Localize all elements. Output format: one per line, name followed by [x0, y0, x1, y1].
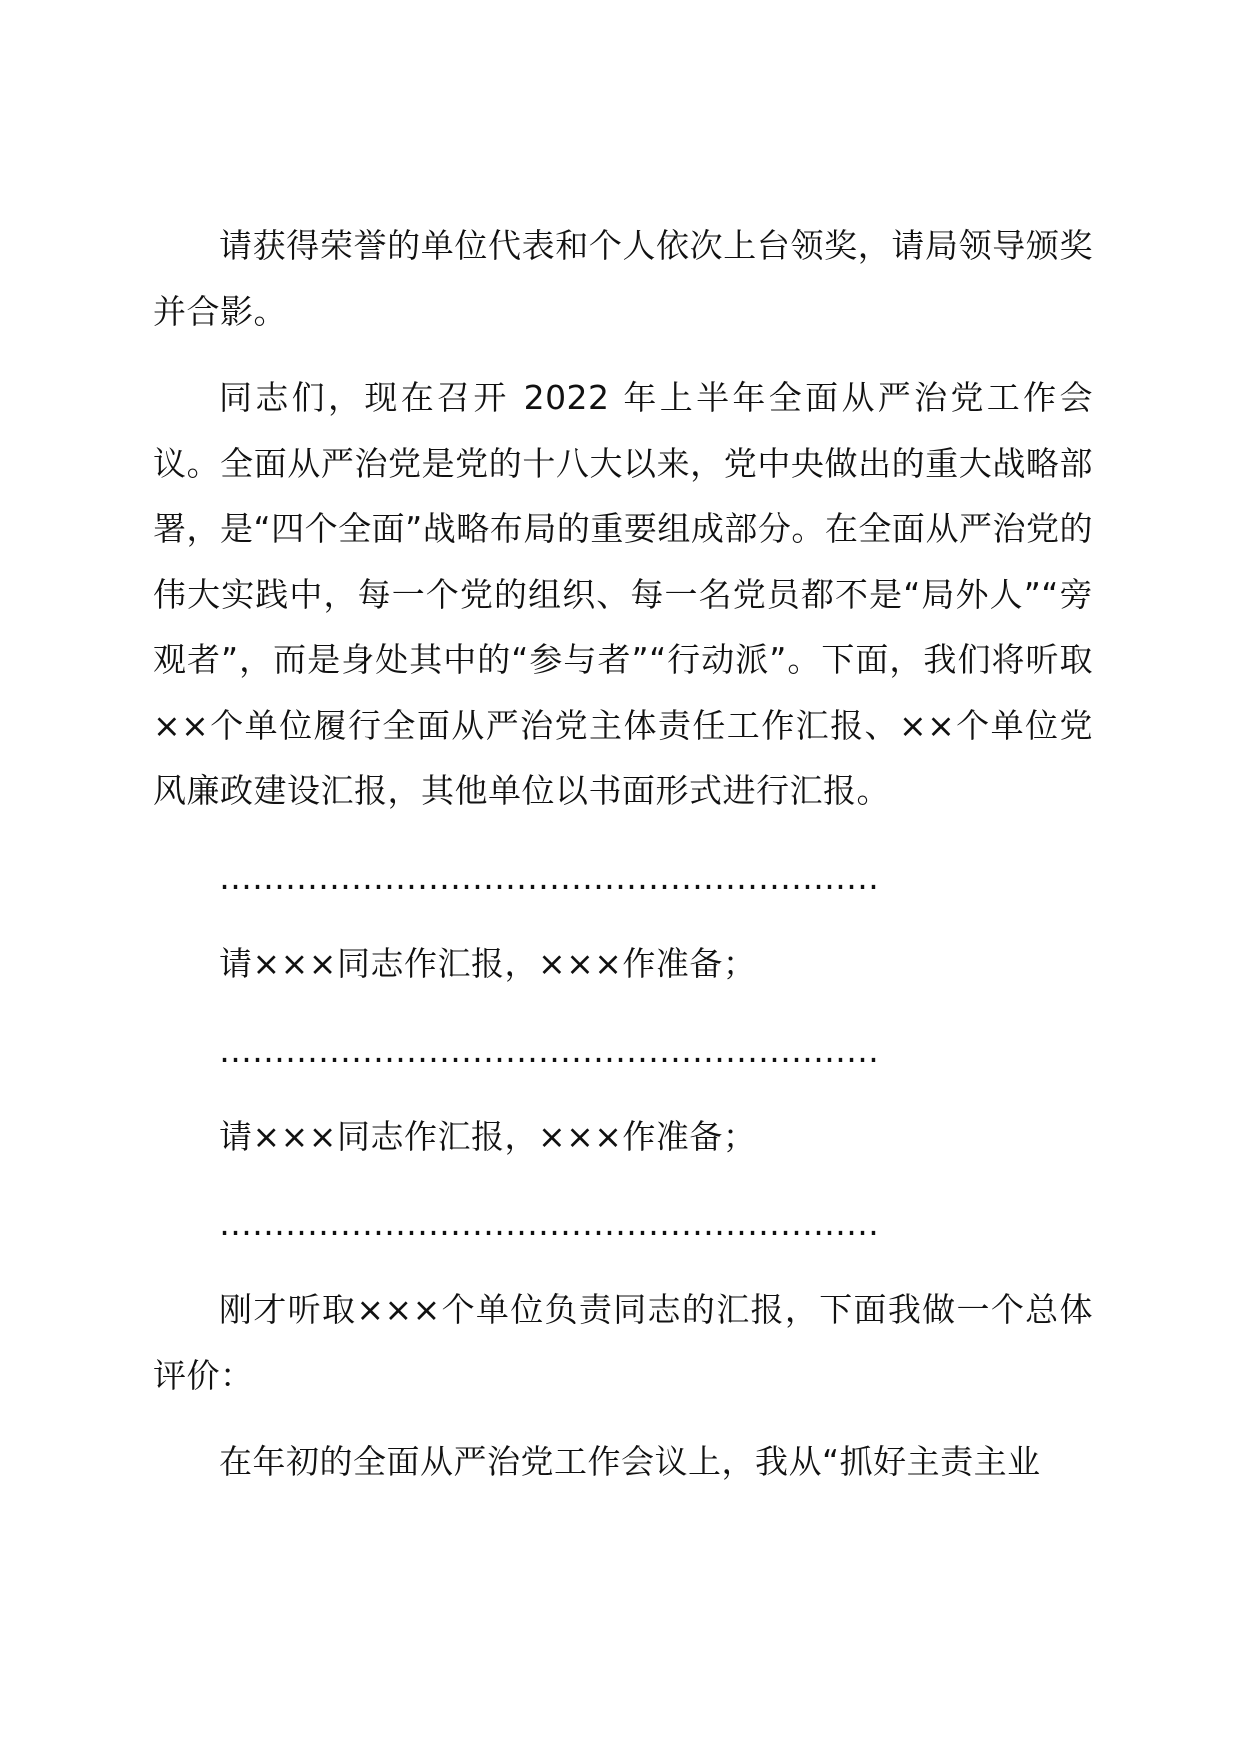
paragraph-annual-meeting: 在年初的全面从严治党工作会议上，我从“抓好主责主业 — [219, 1442, 1041, 1481]
ellipsis-separator: …………………………………………………… — [219, 1030, 879, 1070]
paragraph-meeting-opening: 同志们，现在召开 2022 年上半年全面从严治党工作会议。全面从严治党是党的十八大以来，党中央做出的重大战略部署，是“四个全面”战略布局的重要组成部分。在全面从严治党的伟大实践中，每一个党的组织、每一名党员都不是“局外人”“旁观者”，而是身处其中的“参与者”“行动派”。下面，我们将听取××个单位履行全面从严治党主体责任工作汇报、××个单位党风廉政建设汇报，其他单位以书面形式进行汇报。 — [153, 378, 1093, 810]
paragraph-report-call: 请×××同志作汇报，×××作准备； — [219, 1117, 757, 1156]
paragraph-award-ceremony: 请获得荣誉的单位代表和个人依次上台领奖，请局领导颁奖并合影。 — [153, 226, 1093, 331]
paragraph-report-call: 请×××同志作汇报，×××作准备； — [219, 944, 757, 983]
ellipsis-separator: …………………………………………………… — [219, 1203, 879, 1243]
document-body — [153, 213, 1093, 1516]
ellipsis-separator: …………………………………………………… — [219, 857, 879, 897]
paragraph-overall-evaluation: 刚才听取×××个单位负责同志的汇报，下面我做一个总体评价： — [153, 1290, 1093, 1395]
